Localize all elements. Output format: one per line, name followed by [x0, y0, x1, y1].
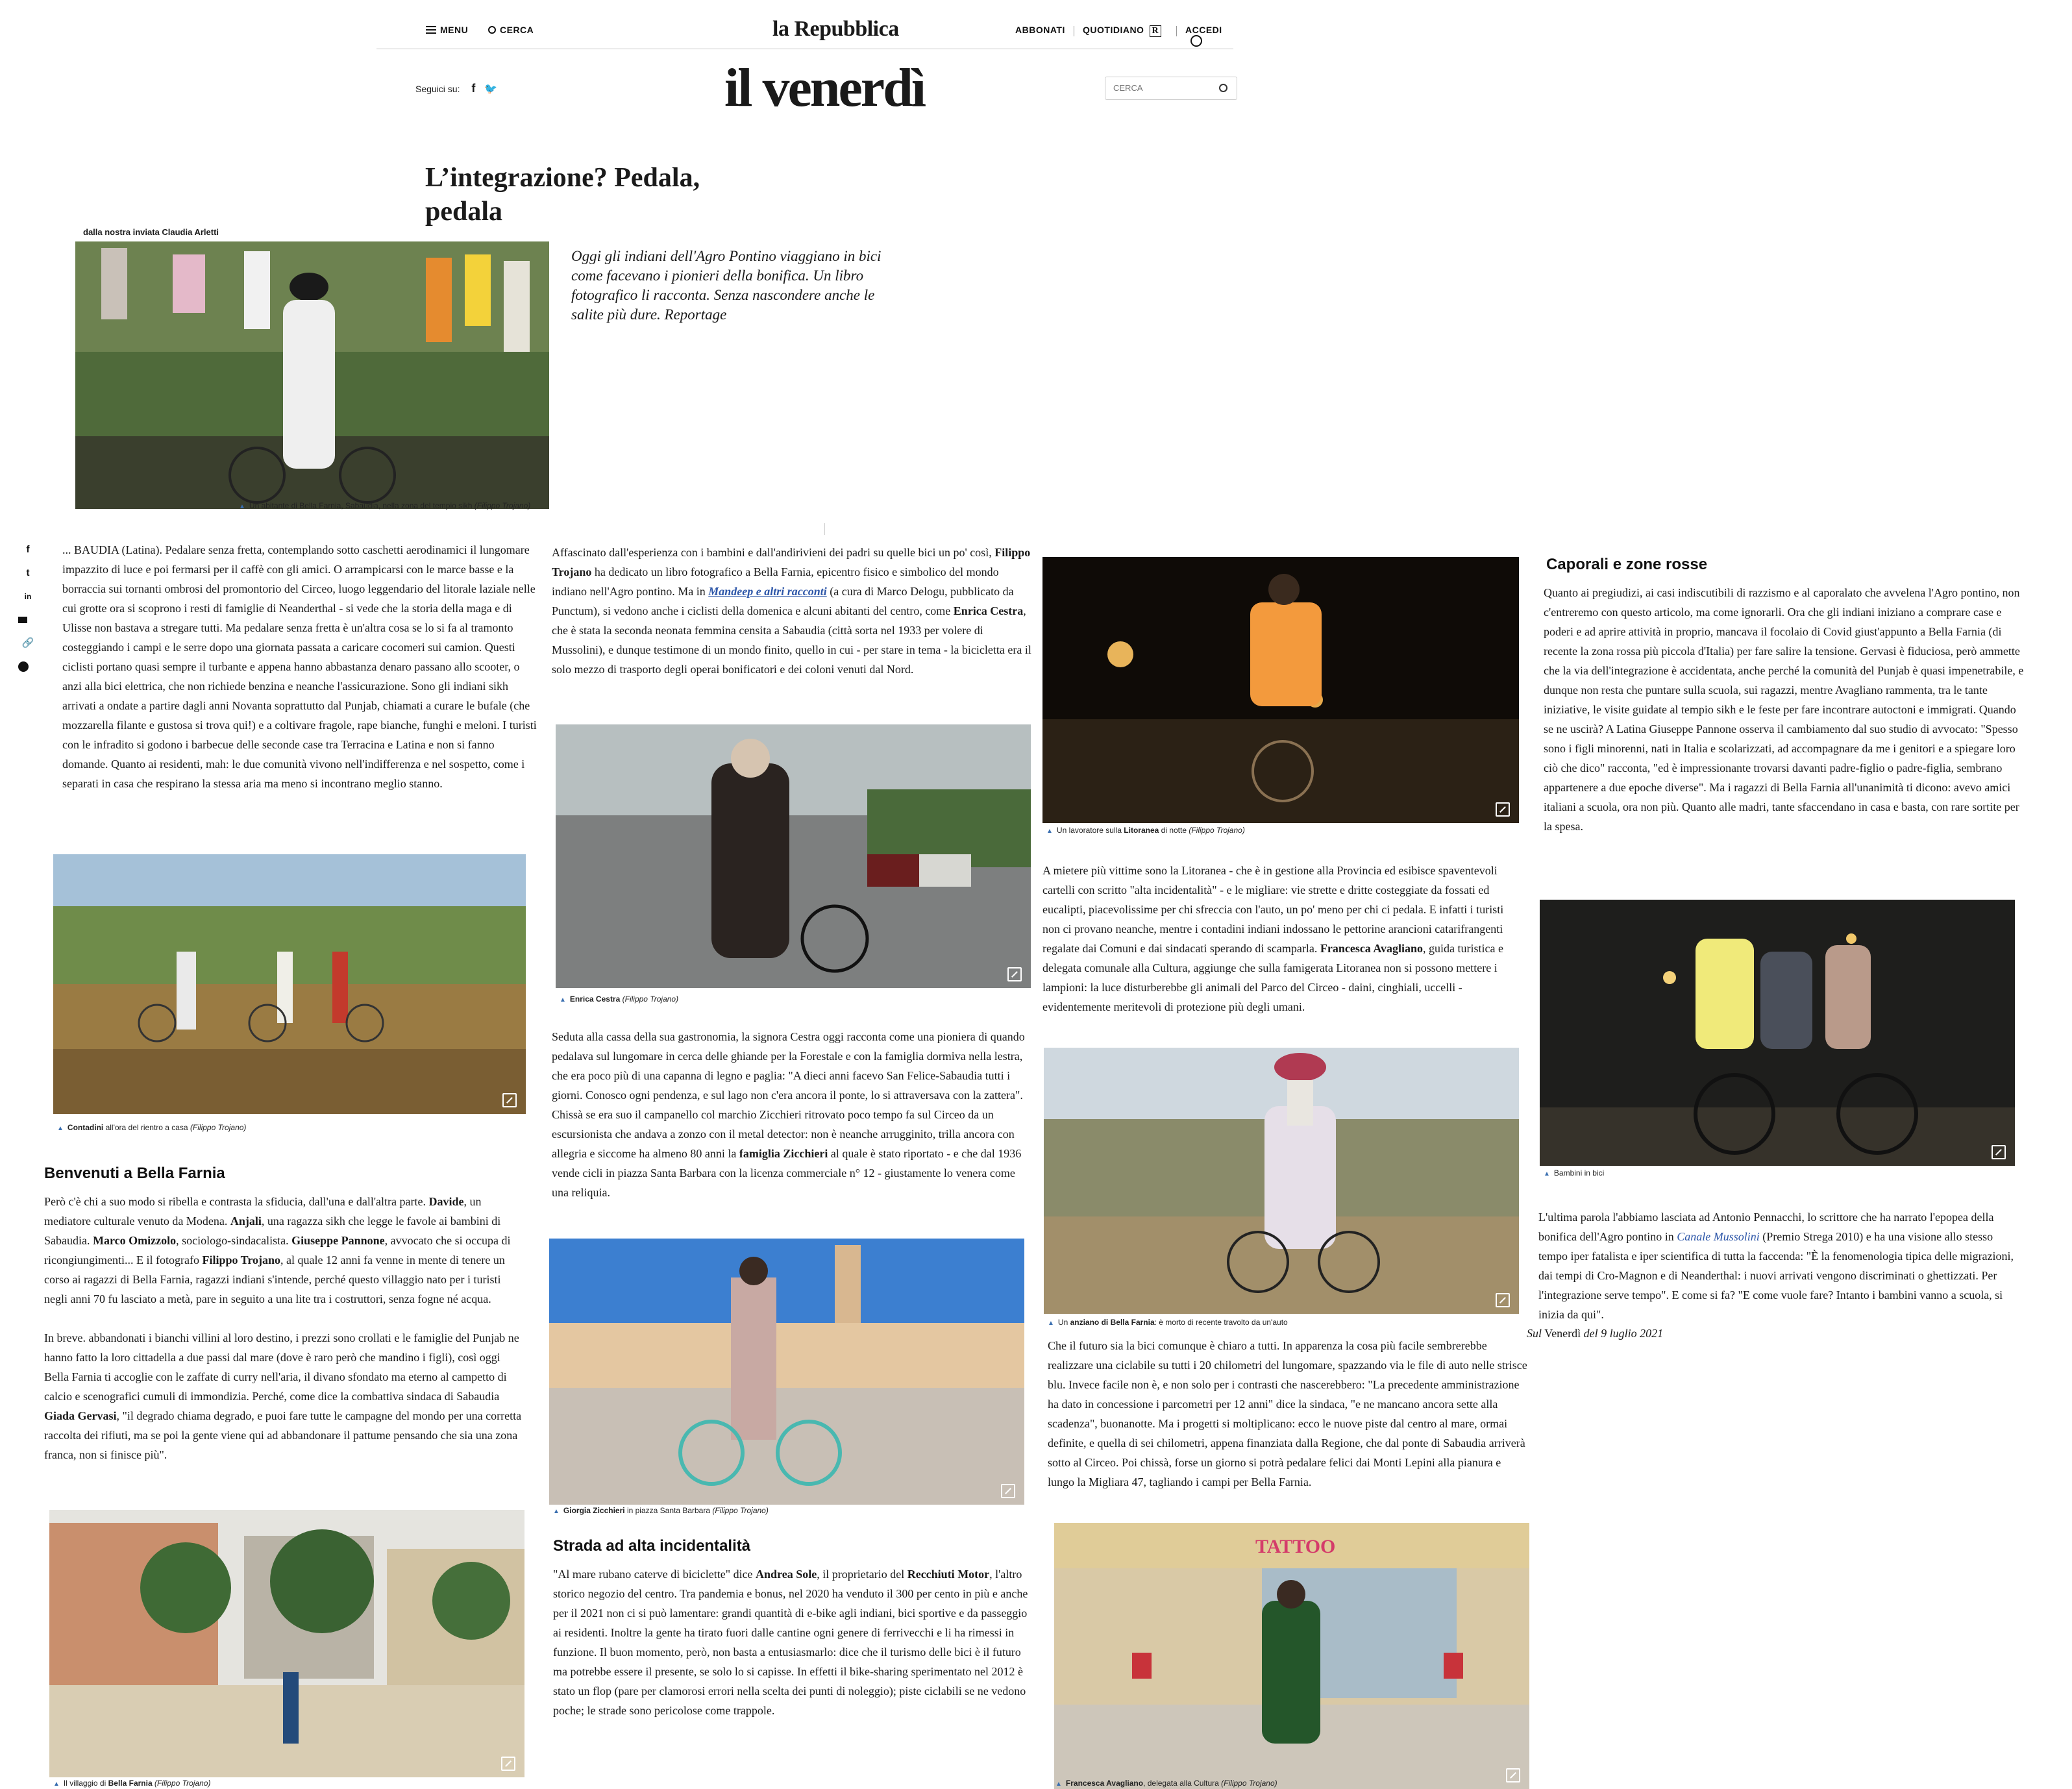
caption-francesca: ▲ Francesca Avagliano, delegata alla Cultura (Filippo Trojano): [1055, 1779, 1277, 1788]
caption-triangle-icon: ▲: [1046, 828, 1053, 835]
col2-para3: "Al mare rubano caterve di biciclette" dice Andrea Sole, il proprietario del Recchiuti Motor, l'altro storico negozio del centro. Tra pandemia e bonus, nel 2020 ha venduto il 300 per cento in più e anche per il 2021 non ci si può lamentare: grandi quantità di e-bike agli indiani, bici sportive e da passeggio ai residenti. Inoltre la gente ha tirato fuori dalle cantine ogni genere di ferrivecchi e li ha rimessi in funzione. Il buon momento, però, non basta a entusiasmarlo: dice che il turismo delle bici è il futuro ma potrebbe essere il presente, se solo lo si capisse. In effetti il bike-sharing sperimentato nel 2012 è stato un flop (pare per clamorosi errori nella scelta dei punti di noleggio); piste ciclabili se ne vedono poche; le strade sono pericolose come trappole.: [553, 1568, 1028, 1717]
col1-para2: Però c'è chi a suo modo si ribella e contrasta la sfiducia, dall'una e dall'altra parte. Davide, un mediatore culturale venuto da Modena. Anjali, una ragazza sikh che legge le favole ai bambini di Sabaudia. Marco Omizzolo, sociologo-sindacalista. Giuseppe Pannone, avvocato che si occupa di ricongiungimenti... E il fotografo Filippo Trojano, al quale 12 anni fa venne in mente di tenere un corso ai ragazzi di Bella Farnia, ragazzi indiani s'intende, perché questo villaggio nato per i turisti negli anni 70 fu lasciato a metà, pare in seguito a una lite tra i costruttori, senza fogne né acqua.: [44, 1195, 511, 1305]
caption-litoranea: ▲ Un lavoratore sulla Litoranea di notte (Filippo Trojano): [1046, 826, 1245, 835]
email-icon: [18, 610, 38, 630]
daily-link[interactable]: QUOTIDIANO R: [1083, 25, 1161, 37]
col3-para2: Che il futuro sia la bici comunque è chiaro a tutti. In apparenza la cosa più facile sembrerebbe realizzare una ciclabile su tutti i 20 chilometri del lungomare, spazzando via le file di auto nelle strisce blu. Invece facile non è, e non solo per i contrasti che nascerebbero: "La precedente amministrazione ha dato in concessione i parcometri per 12 anni" dice la sindaca, "e ne mancano ancora sette alla scadenza", buonanotte. Ma i progetti si moltiplicano: ecco le nuove piste dal centro al mare, ormai definite, e quella di sei chilometri, appena finanziata dalla Regione, che dal ponte di Sabaudia arriverà sotto al Circeo. Poi chissà, forse un giorno si potrà pedalare felici dai Monti Lepini alla pianura e lungo la Migliara 47, tagliando i campi per Bella Farnia.: [1048, 1339, 1527, 1488]
search-button[interactable]: CERCA: [488, 25, 534, 35]
share-facebook[interactable]: [18, 540, 38, 560]
book-link[interactable]: Mandeep e altri racconti: [708, 585, 827, 598]
caption-farmers: ▲ Contadini all'ora del rientro a casa (Filippo Trojano): [57, 1123, 247, 1132]
follow-us: Seguici su: f 🐦: [415, 82, 498, 95]
publication-note: Sul Venerdì del 9 luglio 2021: [1527, 1327, 1664, 1340]
canale-mussolini-link[interactable]: Canale Mussolini: [1677, 1230, 1760, 1243]
col4-para1: Quanto ai pregiudizi, ai casi indiscutibili di razzismo e al caporalato che avvelena l'Agro pontino, non c'entreremo con questo articolo, ma come ignorarli. Ora che gli indiani iniziano a comprare case e poderi e ad aprire attività in proprio, mancava il focolaio di Covid giust'appunto a Bella Farnia (di recente la zona rossa più piccola d'Italia) per fare salire la tensione. Gervasi è fiduciosa, però ammette che la via dell'integrazione è accidentata, anche perché la comunità del Punjab è quasi impenetrabile, e dunque non resta che puntare sulla scuola, sui ragazzi, mentre Avagliano rammenta, tra le tante iniziative, le visite guidate al tempio sikh e le feste per fare incontrare autoctoni e immigrati. Quando se ne uscirà? A Latina Giuseppe Pannone osserva il cambiamento dal suo studio di avvocato: "Spesso sono i figli minorenni, nati in Italia e scolarizzati, ad accompagnare da me i genitori e a spiegare loro ciò che dico" racconta, "ed è impressionante trovarsi davanti padre-figlio o padre-figlia, sembrano appartenere a due epoche diverse". Ma i ragazzi di Bella Farnia all'unanimità ti dicono: avevo amici italiani a scuola, ora non più. Quanto alle madri, tante sfaccendano in casa e basta, con rare sortite per la spesa.: [1544, 586, 2024, 833]
repubblica-logo[interactable]: la Repubblica: [772, 17, 899, 41]
expand-icon[interactable]: [1506, 1768, 1520, 1783]
share-pinterest[interactable]: [18, 657, 38, 676]
hamburger-icon: [426, 26, 436, 34]
daily-badge: R: [1150, 25, 1161, 37]
col4-para2: L'ultima parola l'abbiamo lasciata ad Antonio Pennacchi, lo scrittore che ha narrato l'epopea della bonifica dell'Agro pontino in Canale Mussolini (Premio Strega 2010) e ha una visione allo stesso tempo iper fatalista e iper scientifica di tutta la faccenda: "È la fenomenologia tipica delle migrazioni, dai tempi di Cro-Magnon e di Neanderthal: i nuovi arrivati vengono discriminati o ghettizzati. Per l'integrazione serve tempo". E come si fa? "E come vuole fare? Intanto i bambini vanno a scuola, si inizia da qui".: [1538, 1211, 2014, 1321]
photo-village[interactable]: [49, 1510, 524, 1777]
twitter-icon: t: [26, 567, 30, 578]
facebook-icon: f: [26, 544, 30, 555]
search-box: [1105, 77, 1237, 100]
col2-para1: Affascinato dall'esperienza con i bambini e dall'andirivieni dei padri su quelle bici un po' così, Filippo Trojano ha dedicato un libro fotografico a Bella Farnia, epicentro fisico e simbolico del mondo indiano nell'Agro pontino. Ma in Mandeep e altri racconti (a cura di Marco Delogu, pubblicato da Punctum), si vedono anche i ciclisti della domenica e alcuni abitanti del centro, come Enrica Cestra, che è stata la seconda neonata femmina censita a Sabaudia (città sorta nel 1933 per volere di Mussolini), e dunque testimone di un mondo finito, quello in cui - per stare in tema - la bicicletta era il solo mezzo di trasporto degli operai bonificatori e dei coloni venuti dal Nord.: [552, 546, 1031, 676]
photo-enrica[interactable]: [556, 724, 1031, 988]
twitter-icon[interactable]: 🐦: [484, 84, 498, 95]
caption-triangle-icon: ▲: [553, 1508, 560, 1515]
caption-enrica: ▲ Enrica Cestra (Filippo Trojano): [560, 994, 679, 1004]
caption-elder: ▲ Un anziano di Bella Farnia: è morto di recente travolto da un'auto: [1048, 1318, 1288, 1327]
caption-giorgia: ▲ Giorgia Zicchieri in piazza Santa Barbara (Filippo Trojano): [553, 1506, 769, 1515]
pinterest-icon: [18, 657, 38, 676]
search-icon: [488, 26, 496, 34]
hero-caption: ▲ Un abitante di Bella Farnia, Sabaudia, nella zona del tempio sikh (Filippo Trojano): [239, 501, 531, 510]
col1-intro: ... BAUDIA (Latina). Pedalare senza fretta, contemplando sotto caschetti aerodinamici il lungomare impazzito di luce e poi fermarsi per il caffè con gli amici. O arrampicarsi con le marce basse e la borraccia sui tornanti ombrosi del promontorio del Circeo, luogo leggendario del litorale laziale nelle cui grotte ora si scoprono i resti di famiglie di Neanderthal - si vede che la storia della maga e di Ulisse non bastava a stregare tutti. Ma pedalare senza fretta è un'altra cosa se lo si fa al tramonto costeggiando i campi e le serre dopo una giornata passata a caricare cocomeri sui camion. Questi ciclisti portano quasi sempre il turbante e appena hanno abbastanza denaro passano allo scooter, o anzi alla bici elettrica, che non richiede benzina e neanche l'assicurazione. Sono gli indiani sikh arrivati a ondate a partire dagli anni Novanta soprattutto dal Punjab, chiamati a curare le bufale (che mozzarella filante e gustosa si trova qui!) e a coltivare fragole, rape bianche, funghi e meloni. I turisti con le infradito si godono i barbecue delle seconde case tra Terracina e Latina e non si fanno domande. Quanto ai residenti, mah: le due comunità vivono nell'indifferenza e nel sospetto, come i separati in casa che respirano la stessa aria ma meno si incontrano meglio stanno.: [62, 543, 537, 790]
facebook-icon[interactable]: f: [471, 82, 476, 95]
search-icon[interactable]: [1219, 84, 1227, 92]
caption-children: ▲ Bambini in bici: [1544, 1168, 1605, 1178]
title-line: pedala: [425, 197, 503, 227]
expand-icon[interactable]: [1496, 1293, 1510, 1307]
caption-triangle-icon: ▲: [560, 996, 566, 1004]
photo-children[interactable]: [1540, 900, 2015, 1166]
caption-triangle-icon: ▲: [53, 1781, 60, 1788]
expand-icon[interactable]: [1007, 967, 1022, 981]
expand-icon[interactable]: [1496, 802, 1510, 817]
share-linkedin[interactable]: [18, 587, 38, 606]
share-email[interactable]: [18, 610, 38, 630]
caption-triangle-icon: ▲: [1055, 1781, 1062, 1788]
caption-triangle-icon: ▲: [239, 503, 245, 510]
expand-icon[interactable]: [501, 1757, 515, 1771]
venerdi-logo[interactable]: il venerdì: [724, 58, 925, 118]
menu-button[interactable]: MENU: [426, 25, 468, 35]
user-icon: [1190, 35, 1202, 47]
col3-para1: A mietere più vittime sono la Litoranea - che è in gestione alla Provincia ed esibisce spaventevoli cartelli con scritto "alta incidentalità" - e le migliare: vie strette e dritte costeggiate da fossati ed eucalipti, piacevolissime per chi sfreccia con l'auto, un po' meno per chi ci pedala. E infatti i turisti non ci provano neanche, mentre i contadini indiani indossano le pettorine arancioni catarifrangenti regalate dai Comuni e dai sindacati sperando di scamparla. Francesca Avagliano, guida turistica e delegata comunale alla Cultura, aggiunge che sulla famigerata Litoranea non si possono mettere i lampioni: la luce disturberebbe gli animali del Parco del Circeo - daini, cinghiali, uccelli - evidentemente meritevoli di protezione più degli umani.: [1042, 864, 1504, 1013]
subhead-caporali: Caporali e zone rosse: [1546, 556, 1708, 573]
col1-para3: In breve. abbandonati i bianchi villini al loro destino, i prezzi sono crollati e le famiglie del Punjab ne hanno fatto la loro cittadella a due passi dal mare (dove è raro però che mandino i figli), così oggi Bella Farnia ti accoglie con le zaffate di curry nell'aria, il divano sfondato ma eterno al campetto di calcio e scenografici cumuli di immondizia. Perché, come dice la combattiva sindaca di Sabaudia Giada Gervasi, "il degrado chiama degrado, e puoi fare tutte le campagne del mondo per una corretta raccolta dei rifiuti, ma se poi la gente viene qui ad abbandonare il pattume pensando che sia una zona franca, non si finisce più".: [44, 1331, 522, 1461]
linkedin-icon: in: [24, 592, 32, 601]
subhead-benvenuti: Benvenuti a Bella Farnia: [44, 1165, 225, 1182]
divider: [1176, 26, 1177, 36]
col2-para2: Seduta alla cassa della sua gastronomia, la signora Cestra oggi racconta come una pioniera di quando pedalava sul lungomare in cerca delle ghiande per la Forestale e con la famiglia dormiva nella lestra, che era poco più di una capanna di legno e paglia: "A dieci anni facevo San Felice-Sabaudia tutti i giorni. Conosco ogni pendenza, e sul lago non c'era ancora il ponte, lo si attraversava con la zattera". Chissà se era suo il campanello col marchio Zicchieri ritrovato poco tempo fa sul Circeo da un escursionista che andava a zonzo con il metal detector: non è neanche arrugginito, trilla ancora con allegria e siccome ha almeno 80 anni la famiglia Zicchieri al quale è stato riportato - e che dal 1936 vende cicli in piazza Santa Barbara con la licenza commerciale n° 12 - giustamente lo venera come una reliquia.: [552, 1030, 1025, 1199]
article-summary: Oggi gli indiani dell'Agro Pontino viaggiano in bici come facevano i pionieri della bonifica. Un libro fotografico li racconta. Senza nascondere anche le salite più dure. Reportage: [571, 248, 882, 323]
photo-farmers[interactable]: [53, 854, 526, 1114]
shop-sign: TATTOO: [1255, 1536, 1336, 1557]
photo-litoranea[interactable]: [1042, 557, 1519, 823]
share-link[interactable]: [18, 634, 38, 653]
photo-elder[interactable]: [1044, 1048, 1519, 1314]
link-icon: 🔗: [21, 637, 34, 648]
top-bar: [376, 13, 1233, 49]
photo-francesca[interactable]: [1054, 1523, 1529, 1789]
divider: [824, 523, 825, 535]
hero-photo[interactable]: [75, 241, 549, 509]
caption-triangle-icon: ▲: [57, 1125, 64, 1132]
caption-triangle-icon: ▲: [1544, 1170, 1550, 1178]
caption-village: ▲ Il villaggio di Bella Farnia (Filippo Trojano): [53, 1779, 211, 1788]
share-twitter[interactable]: [18, 563, 38, 583]
title-line: L’integrazione? Pedala,: [425, 163, 700, 193]
subscribe-link[interactable]: ABBONATI: [1015, 25, 1065, 35]
expand-icon[interactable]: [1001, 1484, 1015, 1498]
photo-giorgia[interactable]: [549, 1239, 1024, 1505]
expand-icon[interactable]: [1992, 1145, 2006, 1159]
expand-icon[interactable]: [502, 1093, 517, 1107]
login-button[interactable]: ACCEDI: [1185, 25, 1233, 47]
subhead-strada: Strada ad alta incidentalità: [553, 1537, 751, 1555]
article-title: [425, 161, 828, 228]
search-input[interactable]: [1113, 77, 1217, 98]
byline: dalla nostra inviata Claudia Arletti: [83, 227, 219, 237]
caption-triangle-icon: ▲: [1048, 1320, 1054, 1327]
